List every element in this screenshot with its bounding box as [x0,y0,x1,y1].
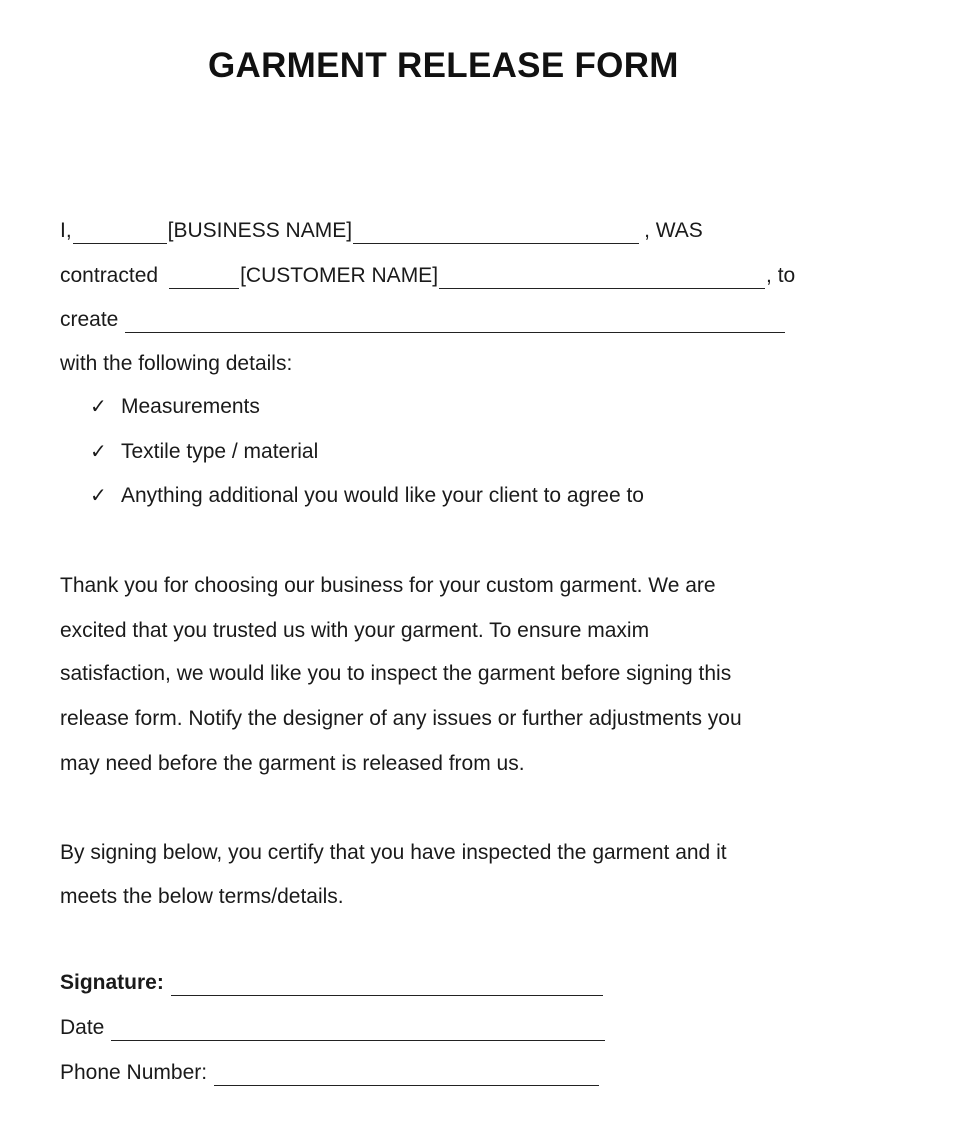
create-line [60,307,786,333]
line2-prefix: contracted [60,264,159,287]
paragraph-line: Thank you for choosing our business for your custom garment. We are [60,574,716,597]
signature-line [60,970,604,996]
paragraph-line: may need before the garment is released from us. [60,752,525,775]
signature-field[interactable] [171,975,603,996]
paragraph-line: excited that you trusted us with your garment. To ensure maxim [60,619,650,642]
business-name-placeholder: [BUSINESS NAME] [167,219,353,242]
customer-name-line [60,263,795,289]
form-title: GARMENT RELEASE FORM [208,46,679,85]
paragraph-line: meets the below terms/details. [60,885,344,908]
phone-label: Phone Number: [60,1061,208,1084]
checkmark-icon: ✓ [90,441,107,463]
customer-name-placeholder: [CUSTOMER NAME] [240,264,439,287]
business-name-blank[interactable] [353,223,639,244]
checkmark-icon: ✓ [90,396,107,418]
phone-number-field[interactable] [214,1065,599,1086]
customer-name-blank[interactable] [439,268,765,289]
customer-name-blank-lead[interactable] [169,268,239,289]
checklist-item-label: Anything additional you would like your client to agree to [121,484,644,507]
paragraph-line: By signing below, you certify that you have inspected the garment and it [60,841,727,864]
phone-line [60,1060,600,1086]
paragraph-line: release form. Notify the designer of any issues or further adjustments you [60,707,742,730]
paragraph-line: satisfaction, we would like you to inspect the garment before signing this [60,662,732,685]
checklist-item-label: Textile type / material [121,440,319,463]
checklist-item [90,483,644,509]
line1-prefix: I, [60,219,72,242]
signature-label: Signature: [60,971,164,994]
details-intro: with the following details: [60,352,293,375]
checklist-item-label: Measurements [121,395,260,418]
line2-suffix: , to [766,264,796,287]
date-field[interactable] [111,1020,605,1041]
checkmark-icon: ✓ [90,485,107,507]
business-name-line [60,218,703,244]
garment-description-blank[interactable] [125,312,785,333]
business-name-blank-lead[interactable] [73,223,167,244]
checklist-item [90,439,318,465]
line3-prefix: create [60,308,119,331]
checklist-item [90,394,260,420]
date-label: Date [60,1016,105,1039]
line1-suffix: , WAS [644,219,703,242]
date-line [60,1015,606,1041]
